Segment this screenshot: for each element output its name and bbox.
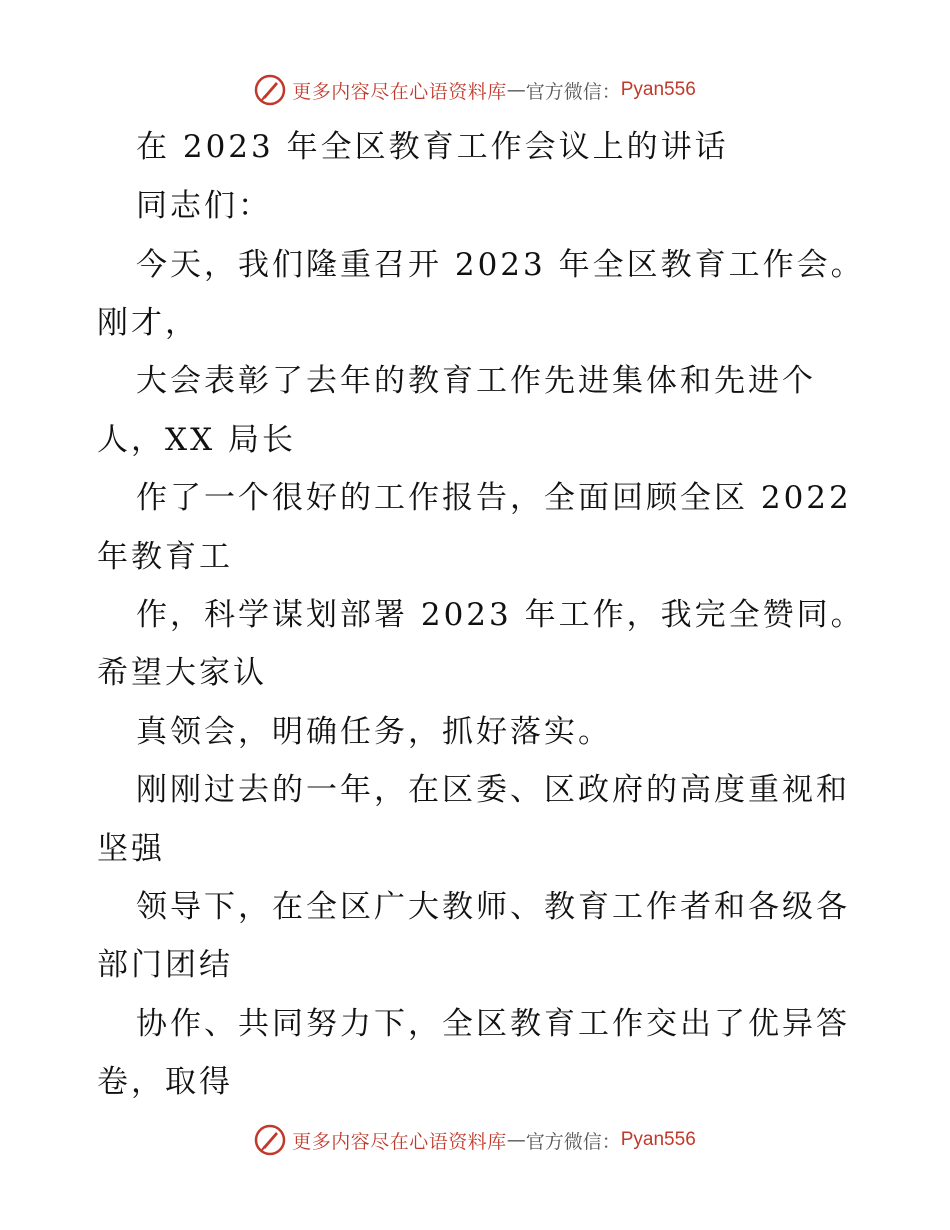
paragraph-line: 卷，取得 — [97, 1064, 233, 1100]
banner-wechat-label: 官方微信： — [525, 1130, 621, 1153]
header-banner — [0, 70, 950, 110]
paragraph-line: 刚才， — [97, 305, 199, 341]
footer-banner — [0, 1120, 950, 1160]
paragraph-line: 希望大家认 — [97, 655, 267, 691]
paragraph-line: 刚刚过去的一年，在区委、区政府的高度重视和 — [136, 772, 850, 808]
banner-prefix: 更多内容尽在心语资料库 — [292, 80, 507, 103]
paragraph-line: 大会表彰了去年的教育工作先进集体和先进个 — [136, 363, 816, 399]
banner-dash: — — [506, 79, 526, 101]
paragraph-line: 协作、共同努力下，全区教育工作交出了优异答 — [136, 1006, 850, 1042]
feather-pen-icon — [254, 1124, 286, 1156]
paragraph-line: 坚强 — [97, 831, 165, 867]
salutation: 同志们： — [136, 188, 272, 224]
banner-dash: — — [506, 1129, 526, 1151]
paragraph-line: 年教育工 — [97, 539, 233, 575]
banner-wechat-id: Pyan556 — [620, 1129, 696, 1150]
feather-pen-icon — [254, 74, 286, 106]
banner-wechat-id: Pyan556 — [620, 79, 696, 100]
paragraph-line: 作，科学谋划部署 2023 年工作，我完全赞同。 — [136, 597, 865, 633]
paragraph-line: 今天，我们隆重召开 2023 年全区教育工作会。 — [136, 247, 865, 283]
paragraph-line: 真领会，明确任务，抓好落实。 — [136, 714, 612, 750]
banner-prefix: 更多内容尽在心语资料库 — [292, 1130, 507, 1153]
banner-wechat-label: 官方微信： — [525, 80, 621, 103]
paragraph-line: 领导下，在全区广大教师、教育工作者和各级各 — [136, 889, 850, 925]
paragraph-line: 部门团结 — [97, 947, 233, 983]
paragraph-line: 人，XX 局长 — [97, 422, 296, 458]
paragraph-line: 作了一个很好的工作报告，全面回顾全区 2022 — [136, 480, 852, 516]
document-title: 在 2023 年全区教育工作会议上的讲话 — [136, 129, 729, 165]
